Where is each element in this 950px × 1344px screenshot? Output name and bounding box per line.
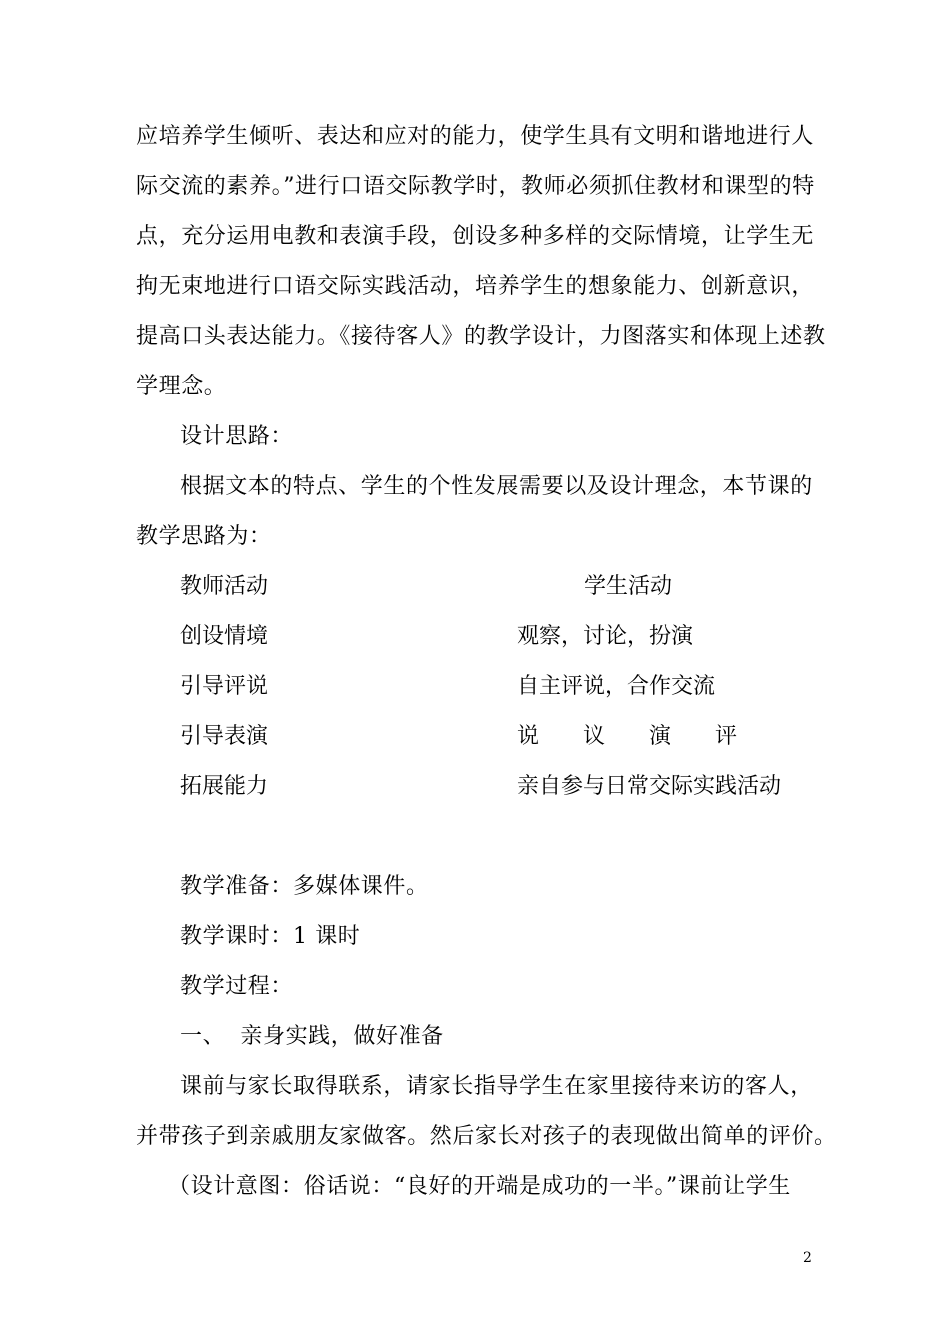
student-activity-part: 演 xyxy=(649,724,672,749)
teacher-activity: 创设情境 xyxy=(180,624,269,649)
activity-table-row xyxy=(180,674,820,700)
design-heading: 设计思路： xyxy=(180,424,294,449)
page-number: 2 xyxy=(803,1250,812,1266)
activity-table-row xyxy=(180,724,820,750)
student-activity-part: 说 xyxy=(517,724,540,749)
activity-table-row xyxy=(180,774,820,800)
teacher-activity: 引导表演 xyxy=(180,724,269,749)
teacher-activity-header: 教师活动 xyxy=(180,574,269,599)
student-activity: 自主评说，合作交流 xyxy=(517,674,716,699)
preparation-line: 教学准备：多媒体课件。 xyxy=(180,874,429,899)
activity-table-header xyxy=(180,574,820,600)
paragraph-line: 根据文本的特点、学生的个性发展需要以及设计理念，本节课的 xyxy=(180,474,813,499)
student-activity-part: 议 xyxy=(583,724,606,749)
paragraph-line: 课前与家长取得联系，请家长指导学生在家里接待来访的客人， xyxy=(180,1074,813,1099)
student-activity xyxy=(517,724,781,750)
student-activity-part: 评 xyxy=(715,724,738,749)
paragraph-line: 提高口头表达能力。《接待客人》的教学设计，力图落实和体现上述教 xyxy=(136,324,826,349)
period-line: 教学课时：1 课时 xyxy=(180,924,361,949)
paragraph-line: 点，充分运用电教和表演手段，创设多种多样的交际情境，让学生无 xyxy=(136,224,815,249)
paragraph-line: 并带孩子到亲戚朋友家做客。然后家长对孩子的表现做出简单的评价。 xyxy=(136,1124,837,1149)
teacher-activity: 引导评说 xyxy=(180,674,269,699)
paragraph-line: 际交流的素养。”进行口语交际教学时，教师必须抓住教材和课型的特 xyxy=(136,174,815,199)
process-heading: 教学过程： xyxy=(180,974,294,999)
teacher-activity: 拓展能力 xyxy=(180,774,269,799)
paragraph-line: 拘无束地进行口语交际实践活动，培养学生的想象能力、创新意识， xyxy=(136,274,815,299)
paragraph-line: 学理念。 xyxy=(136,374,227,399)
student-activity: 亲自参与日常交际实践活动 xyxy=(517,774,782,799)
activity-table-row xyxy=(180,624,820,650)
section-heading: 一、 亲身实践，做好准备 xyxy=(180,1024,444,1049)
student-activity: 观察，讨论，扮演 xyxy=(517,624,694,649)
paragraph-line: 教学思路为： xyxy=(136,524,272,549)
paragraph-line: 应培养学生倾听、表达和应对的能力，使学生具有文明和谐地进行人 xyxy=(136,124,815,149)
design-intent-line: （设计意图：俗话说：“良好的开端是成功的一半。”课前让学生 xyxy=(168,1174,791,1199)
student-activity-header: 学生活动 xyxy=(584,574,673,599)
